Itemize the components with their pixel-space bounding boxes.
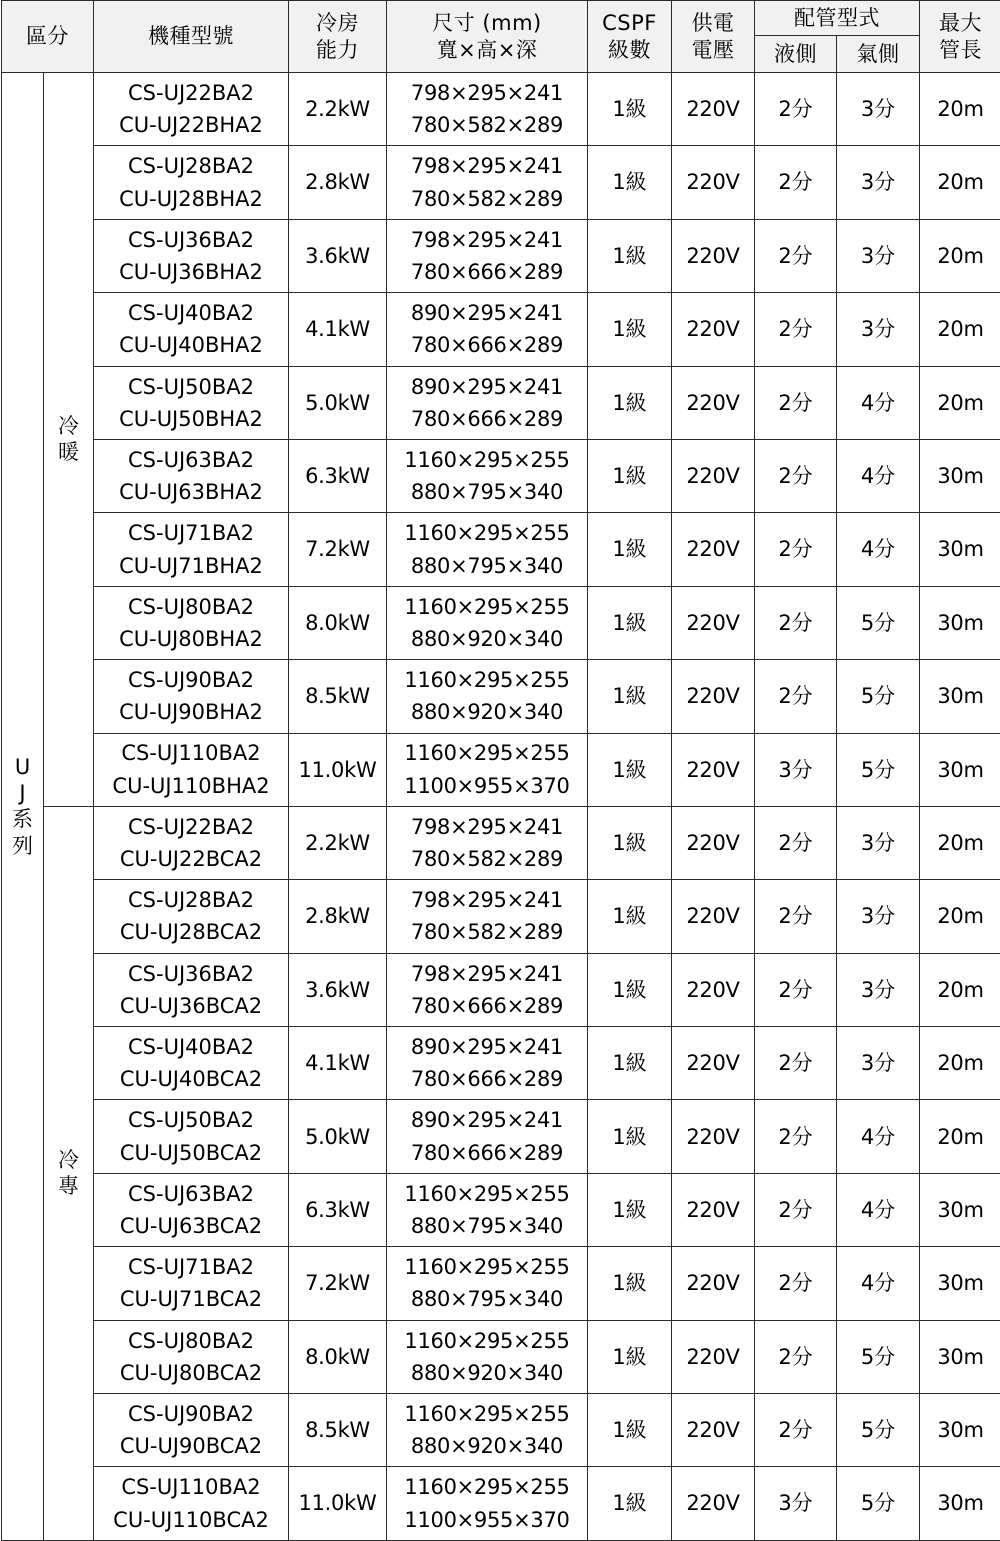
outdoor-model: CU-UJ40BCA2 — [94, 1063, 288, 1096]
max-pipe-length-cell: 30m — [920, 439, 1000, 512]
indoor-model: CS-UJ40BA2 — [94, 296, 288, 329]
cooling-capacity-cell: 4.1kW — [289, 293, 387, 366]
dimensions-cell — [387, 880, 588, 953]
indoor-dimensions: 798×295×241 — [387, 811, 587, 843]
indoor-model: CS-UJ63BA2 — [94, 1177, 288, 1210]
indoor-model: CS-UJ36BA2 — [94, 223, 288, 256]
group-label-cool_only — [44, 806, 94, 1540]
gas-side-cell: 3分 — [837, 880, 920, 953]
max-pipe-length-cell: 20m — [920, 953, 1000, 1026]
dimensions-cell — [387, 1173, 588, 1246]
dimensions-cell — [387, 1467, 588, 1540]
voltage-cell: 220V — [672, 733, 755, 806]
gas-side-cell: 5分 — [837, 1394, 920, 1467]
group-label-heat_cool — [44, 73, 94, 807]
cspf-grade-cell: 1級 — [588, 439, 672, 512]
cspf-grade-cell: 1級 — [588, 73, 672, 146]
cooling-capacity-cell: 11.0kW — [289, 733, 387, 806]
header-cspf — [588, 1, 672, 73]
liquid-side-cell: 2分 — [755, 806, 837, 879]
cspf-grade-cell: 1級 — [588, 953, 672, 1026]
cooling-capacity-cell: 8.5kW — [289, 1394, 387, 1467]
indoor-model: CS-UJ28BA2 — [94, 149, 288, 182]
indoor-dimensions: 1160×295×255 — [387, 1398, 587, 1430]
dimensions-cell — [387, 439, 588, 512]
outdoor-model: CU-UJ63BCA2 — [94, 1210, 288, 1243]
header-max-pipe-length — [920, 1, 1000, 73]
liquid-side-cell: 2分 — [755, 513, 837, 586]
outdoor-model: CU-UJ71BHA2 — [94, 550, 288, 583]
gas-side-cell: 5分 — [837, 586, 920, 659]
series-label-char: J — [2, 780, 43, 806]
outdoor-dimensions: 780×582×289 — [387, 109, 587, 141]
cooling-capacity-cell: 8.0kW — [289, 1320, 387, 1393]
header-dimensions — [387, 1, 588, 73]
voltage-cell: 220V — [672, 219, 755, 292]
outdoor-model: CU-UJ36BHA2 — [94, 256, 288, 289]
max-pipe-length-cell: 20m — [920, 146, 1000, 219]
outdoor-dimensions: 880×795×340 — [387, 476, 587, 508]
voltage-cell: 220V — [672, 1173, 755, 1246]
header-voltage-line2: 電壓 — [672, 37, 754, 63]
outdoor-dimensions: 780×666×289 — [387, 329, 587, 361]
model-cell — [94, 1173, 289, 1246]
outdoor-dimensions: 780×582×289 — [387, 843, 587, 875]
voltage-cell: 220V — [672, 1100, 755, 1173]
max-pipe-length-cell: 30m — [920, 733, 1000, 806]
dimensions-cell — [387, 146, 588, 219]
voltage-cell: 220V — [672, 660, 755, 733]
voltage-cell: 220V — [672, 439, 755, 512]
model-cell — [94, 733, 289, 806]
indoor-dimensions: 798×295×241 — [387, 224, 587, 256]
voltage-cell: 220V — [672, 806, 755, 879]
cspf-grade-cell: 1級 — [588, 1394, 672, 1467]
outdoor-model: CU-UJ90BHA2 — [94, 696, 288, 729]
cooling-capacity-cell: 7.2kW — [289, 1247, 387, 1320]
dimensions-cell — [387, 1394, 588, 1467]
liquid-side-cell: 3分 — [755, 1467, 837, 1540]
cspf-grade-cell: 1級 — [588, 1027, 672, 1100]
model-cell — [94, 806, 289, 879]
outdoor-dimensions: 880×920×340 — [387, 1430, 587, 1462]
table-row — [2, 219, 1000, 292]
voltage-cell: 220V — [672, 146, 755, 219]
model-cell — [94, 1247, 289, 1320]
voltage-cell: 220V — [672, 880, 755, 953]
max-pipe-length-cell: 30m — [920, 513, 1000, 586]
table-row — [2, 439, 1000, 512]
cooling-capacity-cell: 5.0kW — [289, 366, 387, 439]
model-cell — [94, 293, 289, 366]
gas-side-cell: 3分 — [837, 953, 920, 1026]
series-label-char: U — [2, 754, 43, 780]
cspf-grade-cell: 1級 — [588, 880, 672, 953]
table-row — [2, 513, 1000, 586]
header-dimensions-line2: 寬×高×深 — [387, 37, 587, 63]
group-label-char: 暖 — [44, 439, 93, 465]
gas-side-cell: 4分 — [837, 1100, 920, 1173]
model-cell — [94, 366, 289, 439]
outdoor-model: CU-UJ36BCA2 — [94, 990, 288, 1023]
cspf-grade-cell: 1級 — [588, 1100, 672, 1173]
indoor-model: CS-UJ90BA2 — [94, 1397, 288, 1430]
indoor-model: CS-UJ22BA2 — [94, 810, 288, 843]
dimensions-cell — [387, 1247, 588, 1320]
header-cspf-line2: 級數 — [588, 37, 671, 63]
outdoor-dimensions: 880×795×340 — [387, 1210, 587, 1242]
table-row — [2, 733, 1000, 806]
cspf-grade-cell: 1級 — [588, 293, 672, 366]
model-cell — [94, 880, 289, 953]
cspf-grade-cell: 1級 — [588, 366, 672, 439]
voltage-cell: 220V — [672, 1394, 755, 1467]
table-row — [2, 880, 1000, 953]
outdoor-dimensions: 880×920×340 — [387, 623, 587, 655]
cooling-capacity-cell: 7.2kW — [289, 513, 387, 586]
liquid-side-cell: 2分 — [755, 146, 837, 219]
model-cell — [94, 1320, 289, 1393]
gas-side-cell: 5分 — [837, 733, 920, 806]
cooling-capacity-cell: 6.3kW — [289, 439, 387, 512]
voltage-cell: 220V — [672, 1247, 755, 1320]
cspf-grade-cell: 1級 — [588, 1173, 672, 1246]
gas-side-cell: 5分 — [837, 1467, 920, 1540]
cooling-capacity-cell: 2.2kW — [289, 806, 387, 879]
liquid-side-cell: 2分 — [755, 366, 837, 439]
indoor-model: CS-UJ22BA2 — [94, 76, 288, 109]
indoor-dimensions: 798×295×241 — [387, 958, 587, 990]
outdoor-dimensions: 880×920×340 — [387, 696, 587, 728]
cooling-capacity-cell: 5.0kW — [289, 1100, 387, 1173]
cooling-capacity-cell: 8.0kW — [289, 586, 387, 659]
voltage-cell: 220V — [672, 953, 755, 1026]
indoor-model: CS-UJ71BA2 — [94, 1250, 288, 1283]
max-pipe-length-cell: 30m — [920, 1173, 1000, 1246]
cspf-grade-cell: 1級 — [588, 1247, 672, 1320]
gas-side-cell: 3分 — [837, 806, 920, 879]
cspf-grade-cell: 1級 — [588, 1320, 672, 1393]
header-liquid-side: 液側 — [755, 36, 837, 73]
outdoor-dimensions: 780×582×289 — [387, 916, 587, 948]
max-pipe-length-cell: 30m — [920, 660, 1000, 733]
table-row — [2, 1100, 1000, 1173]
liquid-side-cell: 2分 — [755, 73, 837, 146]
voltage-cell: 220V — [672, 1027, 755, 1100]
cooling-capacity-cell: 2.2kW — [289, 73, 387, 146]
outdoor-model: CU-UJ71BCA2 — [94, 1283, 288, 1316]
dimensions-cell — [387, 1100, 588, 1173]
table-row — [2, 953, 1000, 1026]
outdoor-model: CU-UJ22BCA2 — [94, 843, 288, 876]
indoor-dimensions: 1160×295×255 — [387, 664, 587, 696]
indoor-model: CS-UJ28BA2 — [94, 883, 288, 916]
series-label-cell — [2, 73, 44, 1541]
header-piping-type: 配管型式 — [755, 1, 920, 36]
liquid-side-cell: 2分 — [755, 1247, 837, 1320]
max-pipe-length-cell: 30m — [920, 1467, 1000, 1540]
header-voltage-line1: 供電 — [672, 10, 754, 36]
indoor-model: CS-UJ50BA2 — [94, 1103, 288, 1136]
indoor-dimensions: 1160×295×255 — [387, 517, 587, 549]
header-cooling-capacity — [289, 1, 387, 73]
liquid-side-cell: 2分 — [755, 880, 837, 953]
gas-side-cell: 3分 — [837, 219, 920, 292]
outdoor-dimensions: 880×920×340 — [387, 1357, 587, 1389]
outdoor-dimensions: 780×666×289 — [387, 256, 587, 288]
outdoor-model: CU-UJ50BCA2 — [94, 1137, 288, 1170]
cooling-capacity-cell: 4.1kW — [289, 1027, 387, 1100]
outdoor-model: CU-UJ22BHA2 — [94, 109, 288, 142]
voltage-cell: 220V — [672, 1467, 755, 1540]
header-voltage — [672, 1, 755, 73]
outdoor-dimensions: 780×666×289 — [387, 1063, 587, 1095]
cooling-capacity-cell: 3.6kW — [289, 219, 387, 292]
outdoor-dimensions: 780×666×289 — [387, 1137, 587, 1169]
cspf-grade-cell: 1級 — [588, 586, 672, 659]
gas-side-cell: 4分 — [837, 1173, 920, 1246]
max-pipe-length-cell: 30m — [920, 1320, 1000, 1393]
max-pipe-length-cell: 20m — [920, 806, 1000, 879]
indoor-dimensions: 1160×295×255 — [387, 1178, 587, 1210]
header-cspf-line1: CSPF — [588, 10, 671, 36]
dimensions-cell — [387, 73, 588, 146]
indoor-dimensions: 798×295×241 — [387, 77, 587, 109]
table-row — [2, 1027, 1000, 1100]
indoor-dimensions: 890×295×241 — [387, 371, 587, 403]
group-label-char: 冷 — [44, 413, 93, 439]
liquid-side-cell: 2分 — [755, 1173, 837, 1246]
dimensions-cell — [387, 513, 588, 586]
table-row — [2, 1173, 1000, 1246]
gas-side-cell: 3分 — [837, 1027, 920, 1100]
model-cell — [94, 1100, 289, 1173]
liquid-side-cell: 2分 — [755, 219, 837, 292]
header-max-pipe-length-line2: 管長 — [920, 37, 1000, 63]
dimensions-cell — [387, 293, 588, 366]
outdoor-model: CU-UJ90BCA2 — [94, 1430, 288, 1463]
cspf-grade-cell: 1級 — [588, 660, 672, 733]
gas-side-cell: 4分 — [837, 366, 920, 439]
outdoor-dimensions: 1100×955×370 — [387, 770, 587, 802]
dimensions-cell — [387, 219, 588, 292]
dimensions-cell — [387, 1320, 588, 1393]
indoor-dimensions: 1160×295×255 — [387, 1251, 587, 1283]
gas-side-cell: 4分 — [837, 439, 920, 512]
liquid-side-cell: 2分 — [755, 953, 837, 1026]
group-label-char: 專 — [44, 1173, 93, 1199]
table-row — [2, 1247, 1000, 1320]
cooling-capacity-cell: 2.8kW — [289, 880, 387, 953]
cspf-grade-cell: 1級 — [588, 806, 672, 879]
voltage-cell: 220V — [672, 293, 755, 366]
max-pipe-length-cell: 20m — [920, 1100, 1000, 1173]
indoor-dimensions: 890×295×241 — [387, 1031, 587, 1063]
max-pipe-length-cell: 20m — [920, 219, 1000, 292]
model-cell — [94, 146, 289, 219]
header-cooling-capacity-line1: 冷房 — [289, 10, 386, 36]
liquid-side-cell: 2分 — [755, 439, 837, 512]
voltage-cell: 220V — [672, 586, 755, 659]
liquid-side-cell: 2分 — [755, 1320, 837, 1393]
outdoor-model: CU-UJ28BCA2 — [94, 916, 288, 949]
indoor-dimensions: 1160×295×255 — [387, 1471, 587, 1503]
outdoor-model: CU-UJ28BHA2 — [94, 183, 288, 216]
cooling-capacity-cell: 6.3kW — [289, 1173, 387, 1246]
outdoor-model: CU-UJ63BHA2 — [94, 476, 288, 509]
indoor-model: CS-UJ80BA2 — [94, 590, 288, 623]
indoor-dimensions: 1160×295×255 — [387, 1325, 587, 1357]
indoor-model: CS-UJ110BA2 — [94, 736, 288, 769]
liquid-side-cell: 2分 — [755, 293, 837, 366]
cspf-grade-cell: 1級 — [588, 513, 672, 586]
liquid-side-cell: 2分 — [755, 660, 837, 733]
cspf-grade-cell: 1級 — [588, 733, 672, 806]
outdoor-model: CU-UJ80BCA2 — [94, 1357, 288, 1390]
indoor-model: CS-UJ63BA2 — [94, 443, 288, 476]
cooling-capacity-cell: 2.8kW — [289, 146, 387, 219]
header-row-primary — [2, 1, 1000, 36]
model-cell — [94, 1027, 289, 1100]
liquid-side-cell: 2分 — [755, 1100, 837, 1173]
max-pipe-length-cell: 20m — [920, 366, 1000, 439]
cspf-grade-cell: 1級 — [588, 1467, 672, 1540]
table-header — [2, 1, 1000, 73]
model-cell — [94, 1467, 289, 1540]
voltage-cell: 220V — [672, 73, 755, 146]
model-cell — [94, 586, 289, 659]
model-cell — [94, 513, 289, 586]
indoor-model: CS-UJ80BA2 — [94, 1324, 288, 1357]
model-cell — [94, 73, 289, 146]
dimensions-cell — [387, 660, 588, 733]
gas-side-cell: 4分 — [837, 1247, 920, 1320]
max-pipe-length-cell: 30m — [920, 1394, 1000, 1467]
outdoor-dimensions: 1100×955×370 — [387, 1504, 587, 1536]
gas-side-cell: 4分 — [837, 513, 920, 586]
dimensions-cell — [387, 806, 588, 879]
liquid-side-cell: 3分 — [755, 733, 837, 806]
indoor-dimensions: 798×295×241 — [387, 150, 587, 182]
outdoor-model: CU-UJ110BHA2 — [94, 770, 288, 803]
indoor-model: CS-UJ36BA2 — [94, 957, 288, 990]
gas-side-cell: 5分 — [837, 1320, 920, 1393]
table-body — [2, 73, 1000, 1541]
outdoor-dimensions: 880×795×340 — [387, 550, 587, 582]
max-pipe-length-cell: 20m — [920, 880, 1000, 953]
outdoor-dimensions: 780×666×289 — [387, 403, 587, 435]
table-row — [2, 586, 1000, 659]
model-cell — [94, 1394, 289, 1467]
gas-side-cell: 3分 — [837, 146, 920, 219]
outdoor-dimensions: 880×795×340 — [387, 1283, 587, 1315]
table-row — [2, 806, 1000, 879]
gas-side-cell: 5分 — [837, 660, 920, 733]
table-row — [2, 146, 1000, 219]
header-cooling-capacity-line2: 能力 — [289, 37, 386, 63]
series-label-char: 系 — [2, 806, 43, 832]
indoor-dimensions: 798×295×241 — [387, 884, 587, 916]
gas-side-cell: 3分 — [837, 73, 920, 146]
indoor-model: CS-UJ50BA2 — [94, 370, 288, 403]
table-row — [2, 1394, 1000, 1467]
liquid-side-cell: 2分 — [755, 586, 837, 659]
header-dimensions-line1: 尺寸 (mm) — [387, 10, 587, 36]
table-row — [2, 660, 1000, 733]
indoor-dimensions: 890×295×241 — [387, 1104, 587, 1136]
model-cell — [94, 953, 289, 1026]
indoor-dimensions: 1160×295×255 — [387, 591, 587, 623]
group-label-char: 冷 — [44, 1147, 93, 1173]
model-cell — [94, 219, 289, 292]
table-row — [2, 1320, 1000, 1393]
dimensions-cell — [387, 953, 588, 1026]
header-max-pipe-length-line1: 最大 — [920, 10, 1000, 36]
cooling-capacity-cell: 3.6kW — [289, 953, 387, 1026]
liquid-side-cell: 2分 — [755, 1394, 837, 1467]
table-row — [2, 1467, 1000, 1540]
voltage-cell: 220V — [672, 1320, 755, 1393]
cspf-grade-cell: 1級 — [588, 219, 672, 292]
gas-side-cell: 3分 — [837, 293, 920, 366]
outdoor-model: CU-UJ80BHA2 — [94, 623, 288, 656]
max-pipe-length-cell: 30m — [920, 1247, 1000, 1320]
series-label-char: 列 — [2, 833, 43, 859]
cooling-capacity-cell: 8.5kW — [289, 660, 387, 733]
specification-table — [1, 0, 1000, 1541]
indoor-dimensions: 1160×295×255 — [387, 737, 587, 769]
max-pipe-length-cell: 20m — [920, 1027, 1000, 1100]
outdoor-model: CU-UJ40BHA2 — [94, 329, 288, 362]
outdoor-model: CU-UJ50BHA2 — [94, 403, 288, 436]
table-row — [2, 366, 1000, 439]
header-category: 區分 — [2, 1, 94, 73]
outdoor-dimensions: 780×582×289 — [387, 183, 587, 215]
outdoor-dimensions: 780×666×289 — [387, 990, 587, 1022]
max-pipe-length-cell: 30m — [920, 586, 1000, 659]
indoor-model: CS-UJ71BA2 — [94, 516, 288, 549]
header-model: 機種型號 — [94, 1, 289, 73]
max-pipe-length-cell: 20m — [920, 293, 1000, 366]
liquid-side-cell: 2分 — [755, 1027, 837, 1100]
cooling-capacity-cell: 11.0kW — [289, 1467, 387, 1540]
dimensions-cell — [387, 733, 588, 806]
indoor-model: CS-UJ110BA2 — [94, 1470, 288, 1503]
indoor-model: CS-UJ90BA2 — [94, 663, 288, 696]
indoor-dimensions: 890×295×241 — [387, 297, 587, 329]
model-cell — [94, 439, 289, 512]
outdoor-model: CU-UJ110BCA2 — [94, 1504, 288, 1537]
indoor-model: CS-UJ40BA2 — [94, 1030, 288, 1063]
dimensions-cell — [387, 1027, 588, 1100]
voltage-cell: 220V — [672, 513, 755, 586]
dimensions-cell — [387, 366, 588, 439]
table-row — [2, 293, 1000, 366]
table-row — [2, 73, 1000, 146]
max-pipe-length-cell: 20m — [920, 73, 1000, 146]
voltage-cell: 220V — [672, 366, 755, 439]
model-cell — [94, 660, 289, 733]
dimensions-cell — [387, 586, 588, 659]
indoor-dimensions: 1160×295×255 — [387, 444, 587, 476]
cspf-grade-cell: 1級 — [588, 146, 672, 219]
header-gas-side: 氣側 — [837, 36, 920, 73]
